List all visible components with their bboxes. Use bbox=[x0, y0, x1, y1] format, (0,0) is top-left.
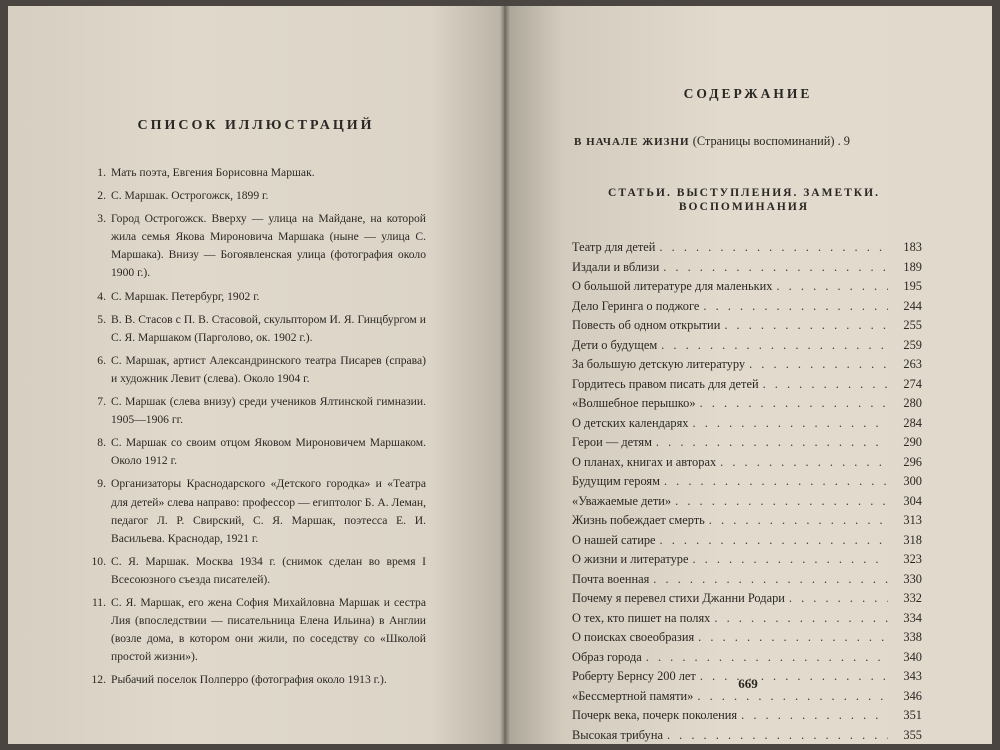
contents-entry bbox=[572, 299, 922, 319]
contents-entry-title: Образ города bbox=[572, 649, 642, 664]
contents-entry bbox=[572, 260, 922, 280]
section-heading bbox=[564, 186, 924, 214]
illustration-number: 9. bbox=[97, 477, 106, 491]
contents-entry-title: О поисках своеобразия bbox=[572, 630, 695, 644]
illustrations-list bbox=[88, 164, 426, 694]
contents-entry bbox=[572, 279, 922, 299]
contents-entry-page: 259 bbox=[903, 337, 922, 352]
illustration-caption: Мать поэта, Евгения Борисовна Маршак. bbox=[111, 166, 315, 179]
first-entry-title: В НАЧАЛЕ ЖИЗНИ bbox=[574, 136, 690, 148]
contents-entry-page: 346 bbox=[903, 688, 922, 703]
contents-entry-page: 313 bbox=[903, 513, 922, 527]
dot-leader bbox=[724, 318, 888, 333]
contents-entry bbox=[572, 650, 922, 670]
illustration-item bbox=[88, 311, 426, 347]
contents-entry-title: Дети о будущем bbox=[572, 337, 658, 352]
dot-leader bbox=[749, 357, 888, 372]
contents-entry-title: Дело Геринга о поджоге bbox=[572, 298, 700, 313]
illustration-item bbox=[88, 553, 426, 589]
dot-leader bbox=[656, 435, 888, 450]
dot-leader bbox=[660, 533, 888, 548]
contents-entry-page: 338 bbox=[903, 630, 922, 644]
contents-entry-title: Будущим героям bbox=[572, 474, 660, 488]
contents-heading: СОДЕРЖАНИЕ bbox=[683, 86, 813, 101]
contents-entry-title: О тех, кто пишет на полях bbox=[572, 610, 711, 625]
contents-entry bbox=[572, 240, 922, 260]
right-page bbox=[504, 6, 992, 744]
illustration-caption: С. Маршак. Острогожск, 1899 г. bbox=[111, 189, 269, 203]
illustration-caption: Организаторы Краснодарского «Детского городка» и «Театра для детей» слева направо: профессор — египтолог Б. А. Леман, педагог Л. Р. Свирский, С. Я. Маршак, поэтесса Е. И. Васильева. Краснодар, 1921 г. bbox=[111, 477, 426, 545]
illustration-caption: В. В. Стасов с П. В. Стасовой, скульптором И. Я. Гинцбургом и С. Я. Маршаком (Парголово, ок. 1902 г.). bbox=[111, 312, 426, 344]
dot-leader bbox=[692, 552, 888, 567]
dot-leader bbox=[720, 455, 888, 470]
illustration-caption: Рыбачий поселок Полперро (фотография около 1913 г.). bbox=[111, 673, 387, 687]
illustration-item bbox=[88, 434, 426, 470]
dot-leader bbox=[703, 299, 888, 314]
illustration-item bbox=[88, 187, 426, 205]
contents-entry-page: 340 bbox=[903, 649, 922, 664]
illustration-number: 4. bbox=[97, 289, 106, 303]
book-spread bbox=[8, 6, 992, 744]
contents-entry-page: 323 bbox=[903, 552, 922, 566]
dot-leader bbox=[646, 650, 888, 665]
contents-entry-page: 300 bbox=[903, 474, 922, 488]
contents-entry-page: 263 bbox=[903, 357, 922, 371]
contents-entry-page: 296 bbox=[903, 454, 922, 469]
contents-entry bbox=[572, 338, 922, 358]
illustration-caption: С. Я. Маршак, его жена София Михайловна Маршак и сестра Лия (впоследствии — писательница Елена Ильина) в Англии (возле дома, в котором они жили, по соседству со «Школой простой жизни»). bbox=[111, 595, 426, 664]
dot-leader bbox=[789, 591, 888, 606]
dot-leader bbox=[700, 396, 888, 411]
contents-entry-page: 332 bbox=[903, 591, 922, 605]
illustration-caption: Город Острогожск. Вверху — улица на Майдане, на которой жила семья Якова Мироновича Маршака (ныне — улица С. Маршака). Внизу — Богоявленская улица (фотография около 1900 г.). bbox=[111, 212, 426, 280]
illustration-number: 6. bbox=[97, 353, 106, 367]
contents-entry bbox=[572, 474, 922, 494]
contents-entry bbox=[572, 318, 922, 338]
dot-leader bbox=[741, 708, 888, 723]
contents-entry-title: Почему я перевел стихи Джанни Родари bbox=[572, 591, 785, 605]
contents-entry-title: Театр для детей bbox=[572, 240, 656, 254]
contents-entry-title: Гордитесь правом писать для детей bbox=[572, 376, 759, 391]
contents-entry bbox=[572, 630, 922, 650]
illustration-number: 1. bbox=[97, 166, 106, 179]
contents-entry-title: «Уважаемые дети» bbox=[572, 493, 672, 508]
contents-entry bbox=[572, 533, 922, 553]
contents-entry bbox=[572, 591, 922, 611]
contents-entry-page: 334 bbox=[903, 610, 922, 625]
contents-entry-page: 183 bbox=[903, 240, 922, 254]
contents-entry-page: 244 bbox=[903, 298, 922, 313]
first-entry-rest: (Страницы воспоминаний) . 9 bbox=[692, 134, 850, 148]
contents-entry bbox=[572, 611, 922, 631]
illustration-item bbox=[88, 594, 426, 666]
dot-leader bbox=[693, 416, 888, 431]
dot-leader bbox=[659, 240, 888, 255]
dot-leader bbox=[776, 279, 888, 294]
contents-entry-page: 318 bbox=[903, 532, 922, 547]
contents-entry bbox=[572, 455, 922, 475]
contents-entry-page: 189 bbox=[903, 259, 922, 274]
contents-entry bbox=[572, 494, 922, 514]
contents-entry bbox=[572, 513, 922, 533]
contents-entry bbox=[572, 708, 922, 728]
illustration-number: 3. bbox=[97, 212, 106, 226]
contents-entry-page: 290 bbox=[903, 435, 922, 449]
contents-entry-title: Повесть об одном открытии bbox=[572, 318, 721, 332]
dot-leader bbox=[667, 728, 888, 743]
illustration-caption: С. Маршак. Петербург, 1902 г. bbox=[111, 289, 260, 303]
contents-entry bbox=[572, 728, 922, 745]
illustration-item bbox=[88, 671, 426, 689]
illustration-number: 11. bbox=[91, 595, 106, 609]
illustration-item bbox=[88, 352, 426, 388]
contents-entry-page: 280 bbox=[903, 396, 922, 410]
contents-entry bbox=[572, 416, 922, 436]
dot-leader bbox=[709, 513, 888, 528]
dot-leader bbox=[675, 494, 888, 509]
illustration-number: 2. bbox=[97, 189, 106, 203]
contents-entry-title: О большой литературе для маленьких bbox=[572, 279, 773, 293]
illustration-caption: С. Маршак (слева внизу) среди учеников Ялтинской гимназии. 1905—1906 гг. bbox=[111, 395, 426, 427]
dot-leader bbox=[653, 572, 888, 587]
page-number: 669 bbox=[738, 676, 758, 691]
contents-entry-title: «Бессмертной памяти» bbox=[572, 688, 694, 703]
contents-entry bbox=[572, 552, 922, 572]
contents-entry-title: Издали и вблизи bbox=[572, 259, 660, 274]
dot-leader bbox=[698, 630, 888, 645]
illustration-number: 12. bbox=[91, 673, 106, 687]
illustration-caption: С. Маршак со своим отцом Яковом Мироновичем Маршаком. Около 1912 г. bbox=[111, 436, 426, 468]
contents-entry-page: 304 bbox=[903, 493, 922, 508]
contents-first-entry bbox=[574, 134, 914, 149]
dot-leader bbox=[663, 260, 888, 275]
illustrations-heading: СПИСОК ИЛЛЮСТРАЦИЙ bbox=[137, 118, 375, 133]
illustration-number: 8. bbox=[97, 436, 106, 450]
section-heading-line1: СТАТЬИ. ВЫСТУПЛЕНИЯ. ЗАМЕТКИ. bbox=[608, 187, 880, 199]
contents-entry-page: 274 bbox=[903, 376, 922, 391]
left-page bbox=[8, 6, 504, 744]
contents-entry-page: 255 bbox=[903, 318, 922, 332]
contents-entry-title: «Волшебное перышко» bbox=[572, 396, 696, 410]
contents-entry bbox=[572, 396, 922, 416]
contents-entry bbox=[572, 572, 922, 592]
contents-entry-page: 355 bbox=[903, 727, 922, 742]
contents-entry bbox=[572, 435, 922, 455]
contents-entry bbox=[572, 377, 922, 397]
contents-entry-title: Почта военная bbox=[572, 571, 650, 586]
contents-entry-title: Жизнь побеждает смерть bbox=[572, 513, 705, 527]
contents-entry-page: 330 bbox=[903, 571, 922, 586]
illustration-item bbox=[88, 475, 426, 547]
illustration-item bbox=[88, 393, 426, 429]
illustration-item bbox=[88, 288, 426, 306]
section-heading-line2: ВОСПОМИНАНИЯ bbox=[678, 201, 810, 213]
contents-entry-page: 343 bbox=[903, 669, 922, 683]
contents-entry-title: О планах, книгах и авторах bbox=[572, 454, 717, 469]
contents-entry-page: 195 bbox=[903, 279, 922, 293]
contents-entry-page: 284 bbox=[903, 415, 922, 430]
contents-entry-title: Герои — детям bbox=[572, 435, 652, 449]
contents-entry bbox=[572, 357, 922, 377]
contents-entry-page: 351 bbox=[903, 708, 922, 722]
dot-leader bbox=[661, 338, 888, 353]
illustration-number: 5. bbox=[97, 312, 106, 326]
illustration-caption: С. Я. Маршак. Москва 1934 г. (снимок сделан во время I Всесоюзного съезда писателей). bbox=[111, 554, 426, 586]
dot-leader bbox=[714, 611, 888, 626]
contents-entry-title: Роберту Бернсу 200 лет bbox=[572, 669, 696, 683]
illustration-caption: С. Маршак, артист Александринского театра Писарев (справа) и художник Левит (слева). Около 1904 г. bbox=[111, 353, 426, 385]
illustration-item bbox=[88, 164, 426, 182]
contents-entry-title: Почерк века, почерк поколения bbox=[572, 708, 738, 722]
illustration-item bbox=[88, 210, 426, 282]
illustration-number: 7. bbox=[97, 395, 106, 409]
contents-entry-title: О детских календарях bbox=[572, 415, 689, 430]
contents-entry-title: За большую детскую литературу bbox=[572, 357, 746, 371]
illustration-number: 10. bbox=[91, 554, 106, 568]
contents-entry-title: О жизни и литературе bbox=[572, 552, 689, 566]
dot-leader bbox=[664, 474, 888, 489]
contents-list bbox=[572, 240, 922, 744]
contents-entry-title: Высокая трибуна bbox=[572, 727, 663, 742]
contents-entry-title: О нашей сатире bbox=[572, 532, 656, 547]
dot-leader bbox=[763, 377, 888, 392]
